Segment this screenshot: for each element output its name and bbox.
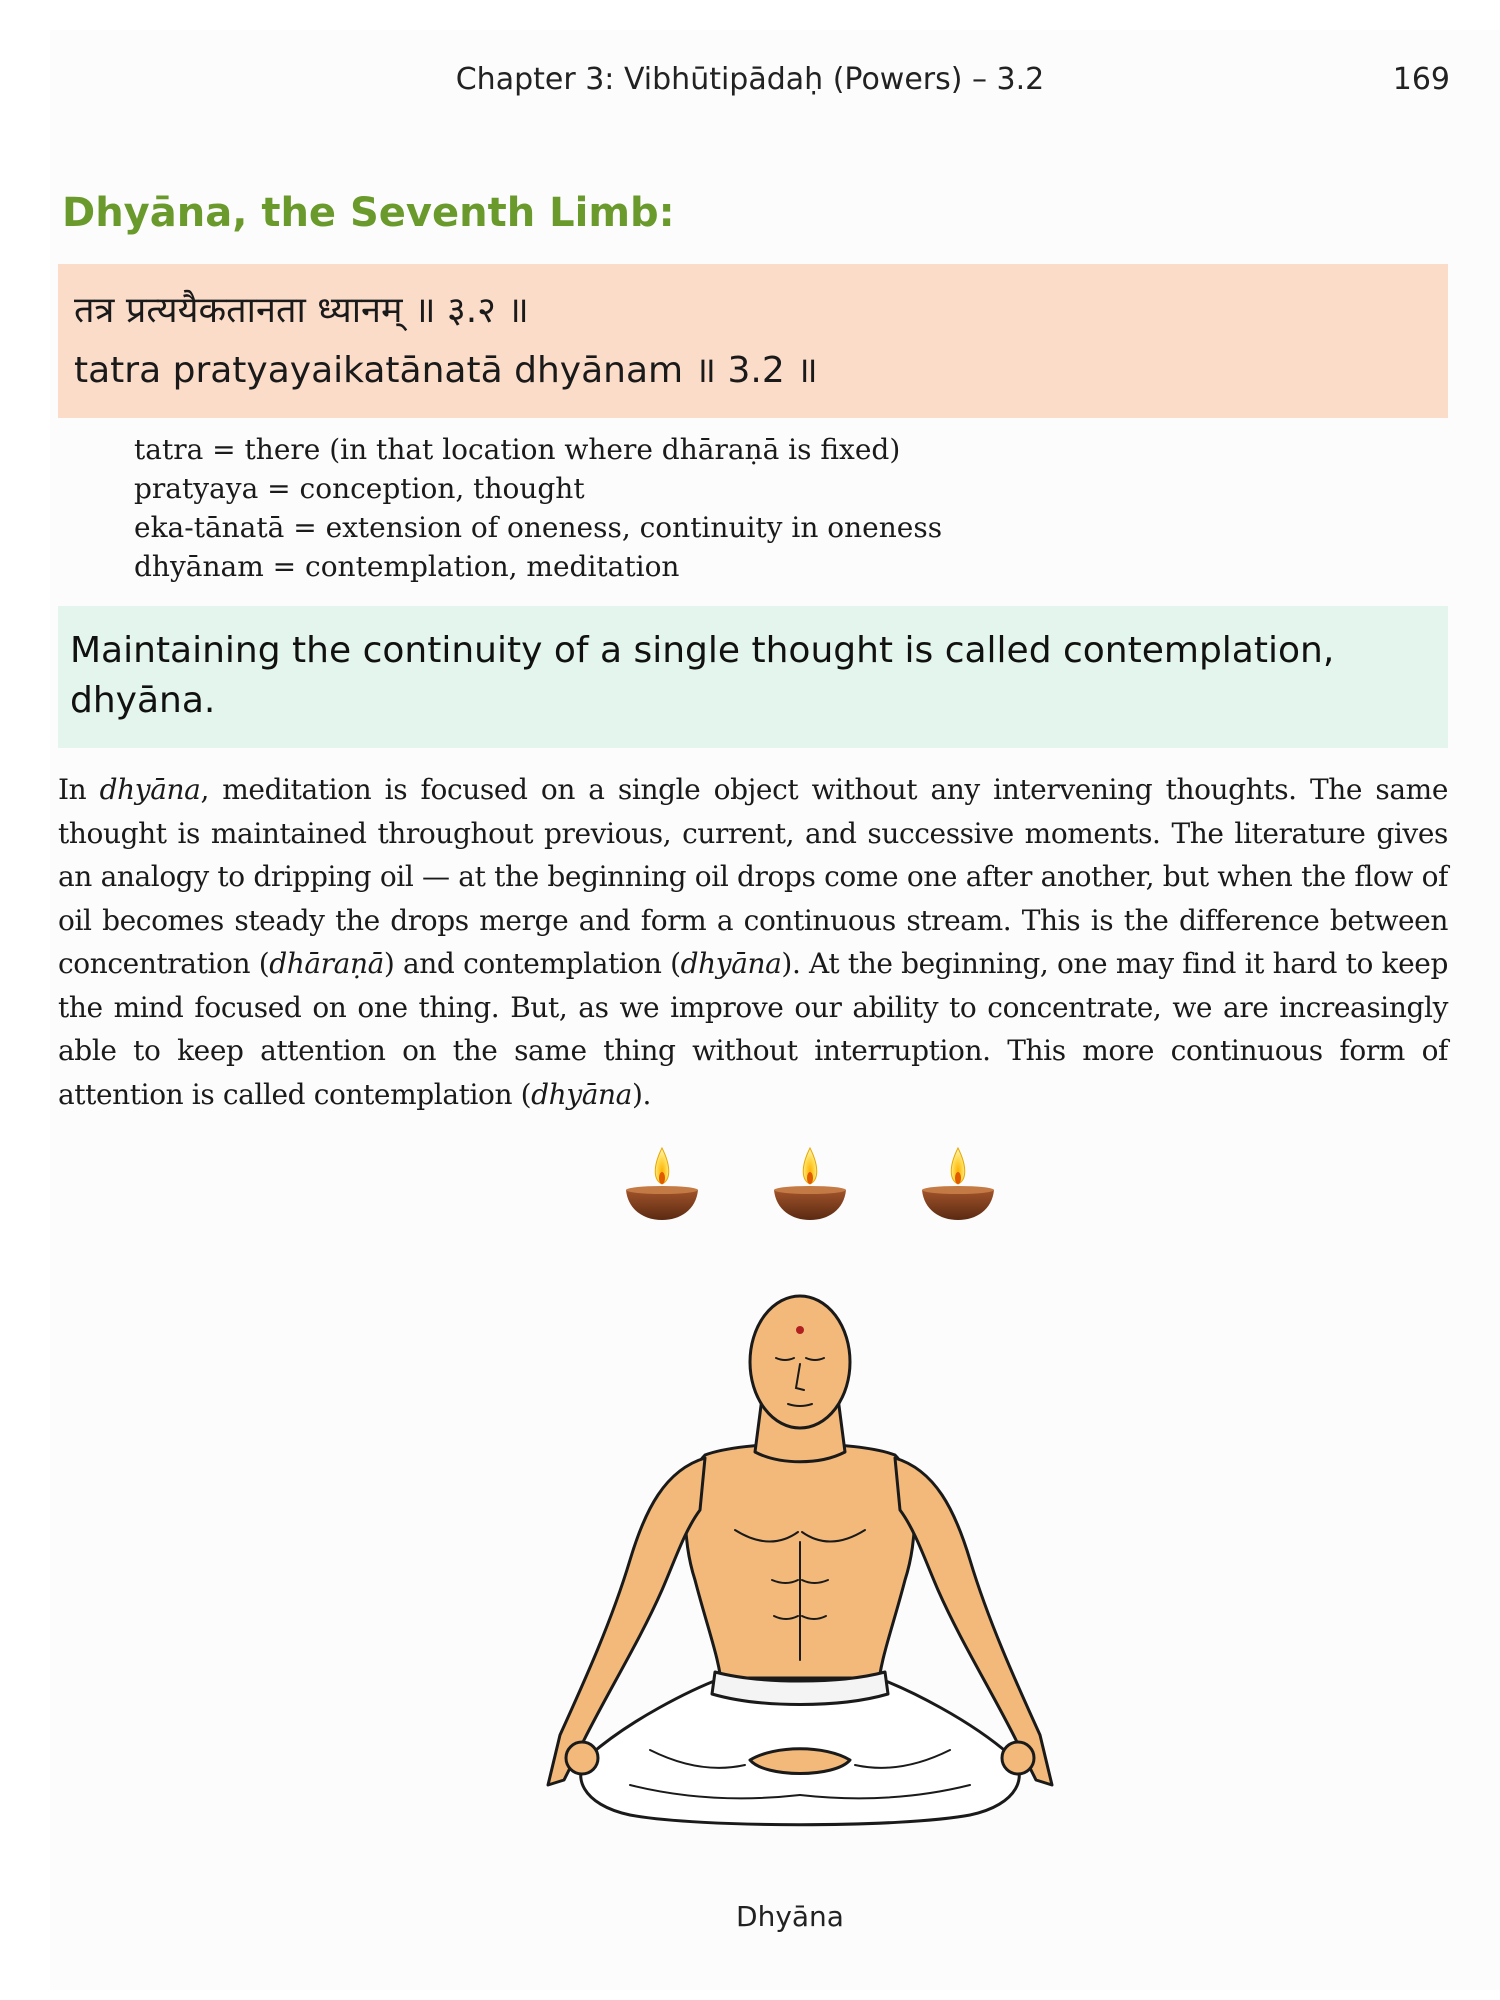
oil-lamps-ornament (600, 1140, 1020, 1240)
oil-lamp-icon (922, 1148, 994, 1220)
sutra-box (58, 264, 1448, 418)
oil-lamp-icon (774, 1148, 846, 1220)
commentary-paragraph (58, 768, 1448, 1116)
translation-box (58, 606, 1448, 748)
italic-term: dhāraṇā (269, 947, 384, 980)
glossary-item: dhyānam = contemplation, meditation (134, 550, 680, 583)
text-run: ) and contemplation ( (383, 947, 681, 980)
oil-lamp-icon (626, 1148, 698, 1220)
figure-caption: Dhyāna (736, 1900, 844, 1933)
bindi-mark (796, 1326, 804, 1334)
glossary-item: tatra = there (in that location where dhāraṇā is fixed) (134, 433, 901, 466)
text-run: In (58, 773, 100, 806)
running-header: Chapter 3: Vibhūtipādaḥ (Powers) – 3.2 (455, 62, 1045, 97)
sutra-transliteration: tatra pratyayaikatānatā dhyānam ॥ 3.2 ॥ (74, 350, 818, 391)
page-number: 169 (1392, 62, 1450, 97)
italic-term: dhyāna (531, 1077, 632, 1111)
italic-term: dhyāna (99, 773, 201, 806)
sutra-translation: Maintaining the continuity of a single thought is called contemplation, dhyāna. (70, 630, 1335, 721)
meditating-figure-illustration (500, 1280, 1100, 1860)
section-title: Dhyāna, the Seventh Limb: (62, 190, 675, 236)
glossary-item: pratyaya = conception, thought (134, 472, 585, 505)
text-run: , meditation is focused on a single object without any intervening thoughts. The same thought is maintained throughout previous, current, and successive moments. The literature gives an analogy to dripping oil — at the beginning oil drops come one after another, but when the flow of oil becomes steady the drops merge and form a continuous stream. This is the difference between concentration ( (58, 773, 1449, 980)
word-glossary (134, 430, 942, 586)
italic-term: dhyāna (680, 947, 782, 980)
glossary-item: eka-tānatā = extension of oneness, continuity in oneness (134, 511, 943, 544)
sutra-devanagari: तत्र प्रत्ययैकतानता ध्यानम् ॥ ३.२ ॥ (74, 290, 529, 331)
text-run: ). (631, 1077, 651, 1111)
text-run: ). At the beginning, one may find it hard to keep the mind focused on one thing. But, as we improve our ability to concentrate, we are increasingly able to keep attention on the same thing without interruption. This more continuous form of attention is called contemplation ( (58, 947, 1448, 1111)
